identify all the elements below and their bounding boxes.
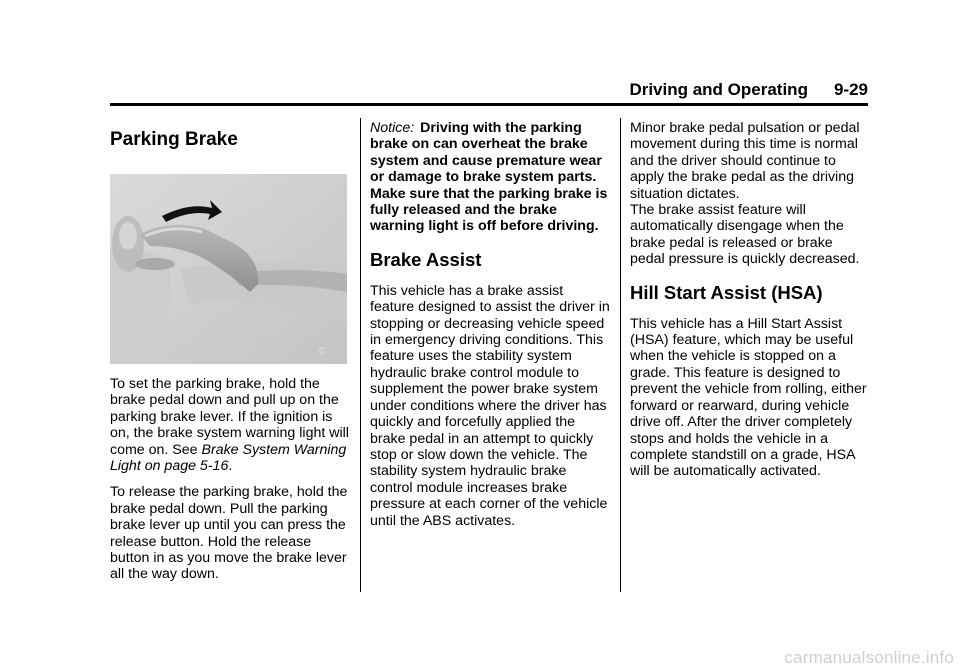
column-3 [630,120,870,490]
parking-brake-para-1 [110,376,350,474]
page-number: 9-29 [833,80,868,99]
parking-brake-heading: Parking Brake [110,129,238,150]
paragraph-text: To set the parking brake, hold the brake pedal down and pull up on the parking brake lever. If the ignition is on, the brake system warning light will come on. See [110,376,349,458]
cross-reference-link[interactable]: Brake System Warning Light on page 5-16 [110,441,347,475]
brake-assist-heading: Brake Assist [370,248,482,270]
hill-start-assist-para: This vehicle has a Hill Start Assist (HSA) feature, which may be useful when the vehicle is stopped on a grade. This feature is designed to prevent the vehicle from rolling, either forward or rearward, during vehicle drive off. After the driver completely stops and holds the vehicle in a complete standstill on a grade, HSA will be automatically activated. [630,315,867,480]
disengage-para: The brake assist feature will automatically disengage when the brake pedal is released or brake pedal pressure is quickly decreased. [630,202,860,268]
notice-text: Driving with the parking brake on can overheat the brake system and cause premature wear or damage to brake system parts. Make sure that the parking brake is fully released and the brake warning light is off before driving. [370,120,608,235]
paragraph-text: . [228,458,233,475]
parking-brake-para-2: To release the parking brake, hold the brake pedal down. Pull the parking brake lever up until you can press the release button. Hold the release button in as you move the brake lever all the way down. [110,484,348,583]
column-1 [110,120,350,593]
parking-brake-lever-photo [110,174,347,364]
brake-assist-para: This vehicle has a brake assist feature designed to assist the driver in stopping or decreasing vehicle speed in emergency driving conditions. This feature uses the stability system hydraulic brake control module to supplement the power brake system under conditions where the driver has quickly and forcefully applied the brake pedal in an attempt to quickly stop or slow down the vehicle. The stability system hydraulic brake control module increases brake pressure at each corner of the vehicle until the ABS activates. [370,282,610,529]
watermark: carmanualsonline.info [784,648,954,667]
column-2 [370,120,610,539]
notice-label: Notice: [370,120,415,136]
page-header [110,78,868,102]
pulsation-para: Minor brake pedal pulsation or pedal movement during this time is normal and the driver should continue to apply the brake pedal as the driving situation dictates. [630,120,860,202]
hill-start-assist-heading: Hill Start Assist (HSA) [630,281,823,303]
header-rule [110,103,868,106]
column-divider [360,118,361,592]
section-title: Driving and Operating [629,80,808,99]
image-copyright-mark: © [318,346,326,357]
column-divider [620,118,621,592]
notice-block [370,120,610,235]
